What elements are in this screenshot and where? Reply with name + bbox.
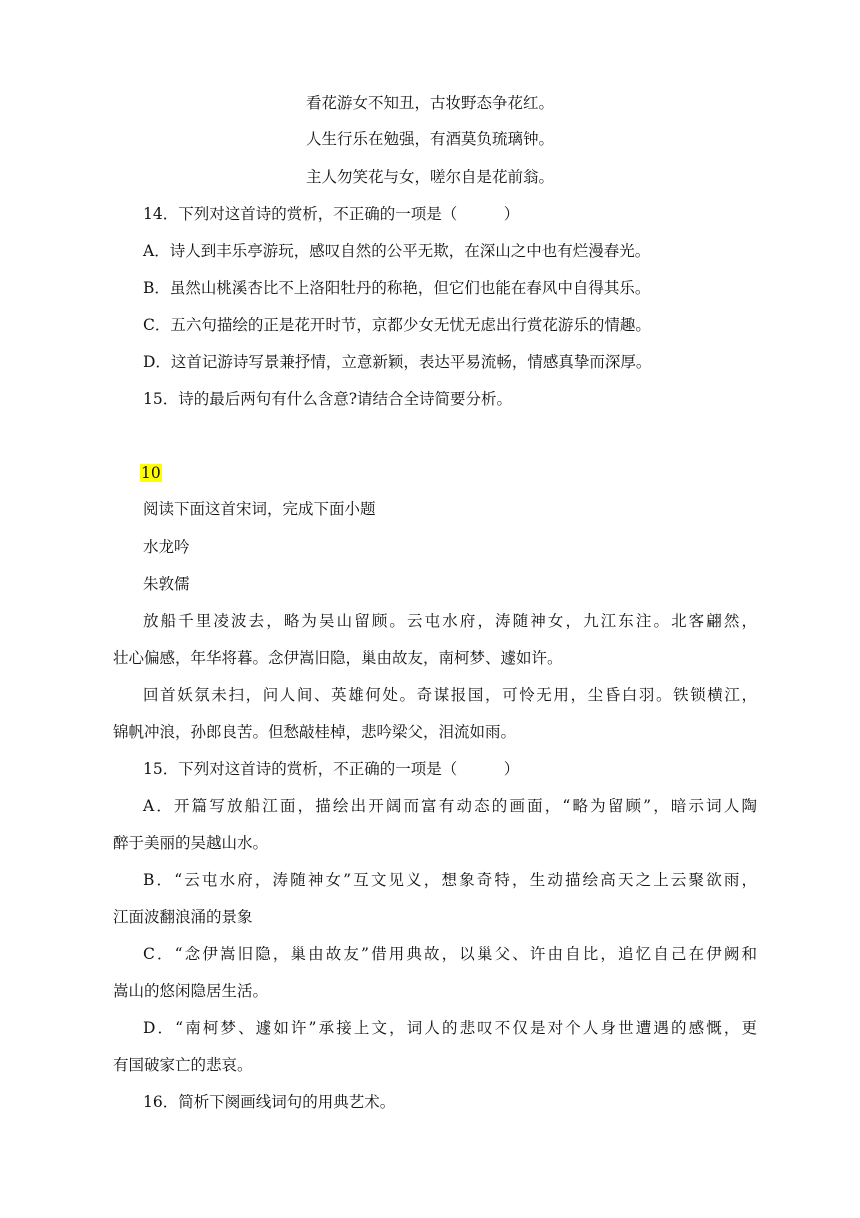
question-15b-option-a-line-1: A．开篇写放船江面，描绘出开阔而富有动态的画面，“略为留顾”，暗示词人陶 — [143, 797, 757, 815]
ci-title: 水龙吟 — [143, 538, 190, 556]
question-15b-option-c-line-1: C．“念伊嵩旧隐，巢由故友”借用典故，以巢父、许由自比，追忆自己在伊阙和 — [143, 945, 757, 963]
ci-stanza-1-line-2: 壮心偏感，年华将暮。念伊嵩旧隐，巢由故友，南柯梦、遽如许。 — [113, 649, 563, 667]
question-16-stem: 16．简析下阕画线词句的用典艺术。 — [143, 1093, 396, 1111]
question-14-stem: 14．下列对这首诗的赏析，不正确的一项是（ ） — [143, 205, 520, 223]
question-15b-option-a-line-2: 醉于美丽的吴越山水。 — [113, 834, 269, 852]
ci-author: 朱敦儒 — [143, 575, 190, 593]
ci-stanza-2-line-2: 锦帆冲浪，孙郎良苦。但愁敲桂棹，悲吟梁父，泪流如雨。 — [113, 723, 517, 741]
reading-instruction: 阅读下面这首宋词，完成下面小题 — [143, 500, 376, 518]
question-14-option-b: B．虽然山桃溪杏比不上洛阳牡丹的称艳，但它们也能在春风中自得其乐。 — [143, 279, 651, 297]
poem-line-2: 人生行乐在勉强，有酒莫负琉璃钟。 — [305, 130, 554, 148]
ci-stanza-2-line-1: 回首妖氛未扫，问人间、英雄何处。奇谋报国，可怜无用，尘昏白羽。铁锁横江， — [143, 686, 757, 704]
question-15b-option-d-line-1: D．“南柯梦、遽如许”承接上文，词人的悲叹不仅是对个人身世遭遇的感慨，更 — [143, 1019, 757, 1037]
section-number-highlight: 10 — [141, 464, 161, 482]
question-15b-option-c-line-2: 嵩山的悠闲隐居生活。 — [113, 982, 269, 1000]
question-15b-option-b-line-2: 江面波翻浪涌的景象 — [113, 908, 253, 926]
poem-line-3: 主人勿笑花与女，嗟尔自是花前翁。 — [305, 168, 554, 186]
question-14-option-a: A．诗人到丰乐亭游玩，感叹自然的公平无欺，在深山之中也有烂漫春光。 — [143, 242, 651, 260]
question-15-stem: 15．诗的最后两句有什么含意?请结合全诗简要分析。 — [143, 390, 513, 408]
question-14-option-d: D．这首记游诗写景兼抒情，立意新颖，表达平易流畅，情感真挚而深厚。 — [143, 353, 652, 371]
question-15b-option-d-line-2: 有国破家亡的悲哀。 — [113, 1056, 253, 1074]
question-14-option-c: C．五六句描绘的正是花开时节，京都少女无忧无虑出行赏花游乐的情趣。 — [143, 316, 651, 334]
question-15b-stem: 15．下列对这首诗的赏析，不正确的一项是（ ） — [143, 760, 520, 778]
question-15b-option-b-line-1: B．“云屯水府，涛随神女”互文见义，想象奇特，生动描绘高天之上云聚欲雨， — [143, 871, 757, 889]
section-number — [140, 462, 162, 484]
poem-line-1: 看花游女不知丑，古妆野态争花红。 — [305, 94, 554, 112]
ci-stanza-1-line-1: 放船千里凌波去，略为吴山留顾。云屯水府，涛随神女，九江东注。北客翩然， — [143, 612, 757, 630]
